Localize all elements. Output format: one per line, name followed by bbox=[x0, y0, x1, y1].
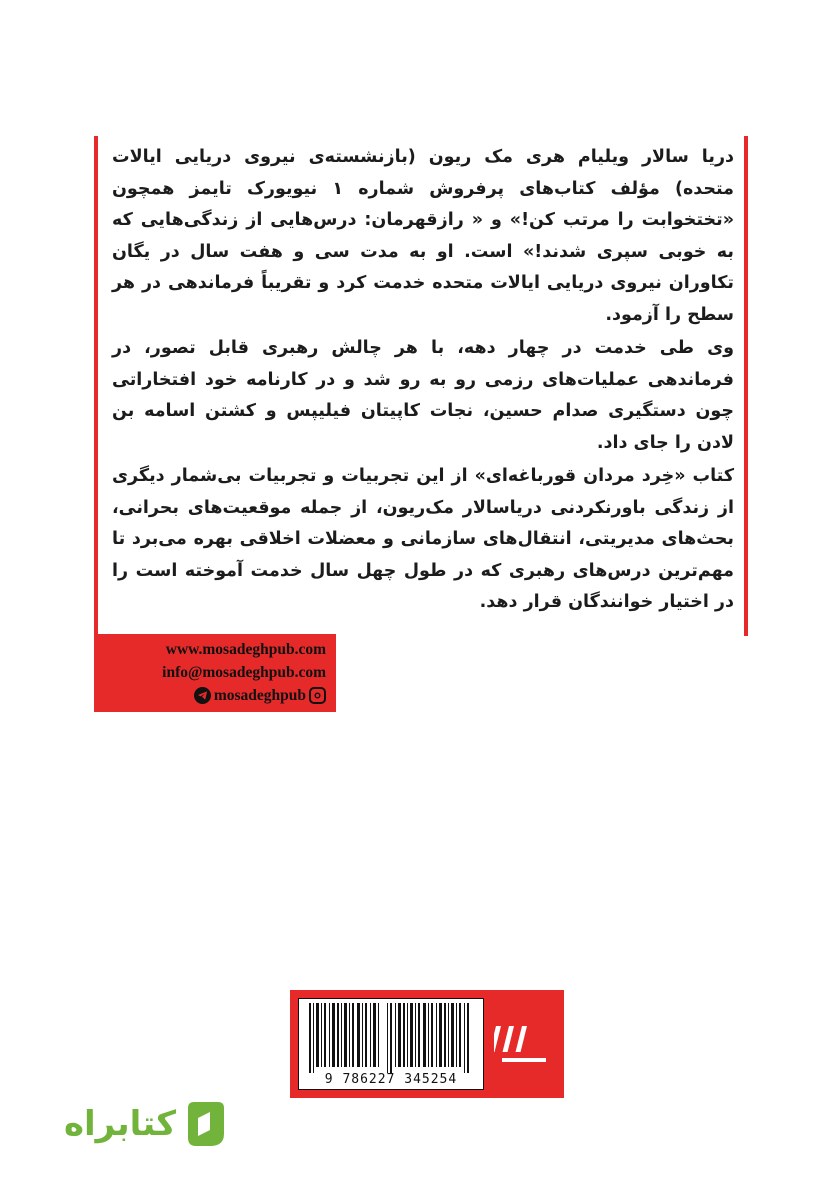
instagram-icon bbox=[309, 687, 326, 704]
left-red-rule bbox=[94, 136, 98, 636]
right-red-rule bbox=[744, 136, 748, 636]
description-paragraph-1: دریا سالار ویلیام هری مک ریون (بازنشسته‌ی نیروی دریایی ایالات متحده) مؤلف کتاب‌های پرفروش شماره ۱ نیویورک تایمز همچون «تختخوابت را مرتب کن!» و « رازقهرمان: درس‌هایی از زندگی‌هایی که به خوبی سپری شدند!» است. او به مدت سی و هفت سال در یگان تکاوران نیروی دریایی ایالات متحده خدمت کرد و تقریباً فرماندهی در هر سطح را آزمود. bbox=[112, 147, 734, 325]
publisher-website[interactable]: www.mosadeghpub.com bbox=[165, 641, 326, 658]
barcode-bars bbox=[299, 1003, 483, 1075]
publisher-contact-box bbox=[94, 634, 336, 712]
publisher-logo-icon bbox=[494, 1010, 554, 1080]
description-paragraph-3: کتاب «خِرد مردان قورباغه‌ای» از این تجربیات و تجربیات بی‌شمار دیگری از زندگی باورنکردنی دریاسالار مک‌ریون، از جمله موقعیت‌های بحرانی، بحث‌های مدیریتی، انتقال‌های سازمانی و معضلات اخلاقی بهره می‌برد تا مهم‌ترین درس‌های رهبری که در طول چهل سال خدمت آموخته است را در اختیار خوانندگان قرار دهد. bbox=[112, 466, 734, 612]
ketabrah-wordmark: کتابراه bbox=[63, 1104, 176, 1144]
description-paragraph-2: وی طی خدمت در چهار دهه، با هر چالش رهبری قابل تصور، در فرماندهی عملیات‌های رزمی رو به رو شد و در کارنامه خود افتخاراتی چون دستگیری صدام حسین، نجات کاپیتان فیلیپس و کشتن اسامه بن لادن را جای داد. bbox=[112, 338, 734, 453]
publisher-social bbox=[104, 684, 326, 707]
isbn-number: 9 786227 345254 bbox=[324, 1072, 458, 1087]
ketabrah-logo bbox=[30, 1096, 230, 1166]
ketabrah-book-icon bbox=[182, 1098, 230, 1150]
isbn-barcode bbox=[298, 998, 484, 1090]
publisher-handle[interactable]: mosadeghpub bbox=[213, 687, 306, 704]
book-description bbox=[112, 142, 734, 621]
telegram-icon bbox=[194, 687, 211, 704]
publisher-email[interactable]: info@mosadeghpub.com bbox=[162, 664, 326, 681]
barcode-panel bbox=[290, 990, 564, 1098]
